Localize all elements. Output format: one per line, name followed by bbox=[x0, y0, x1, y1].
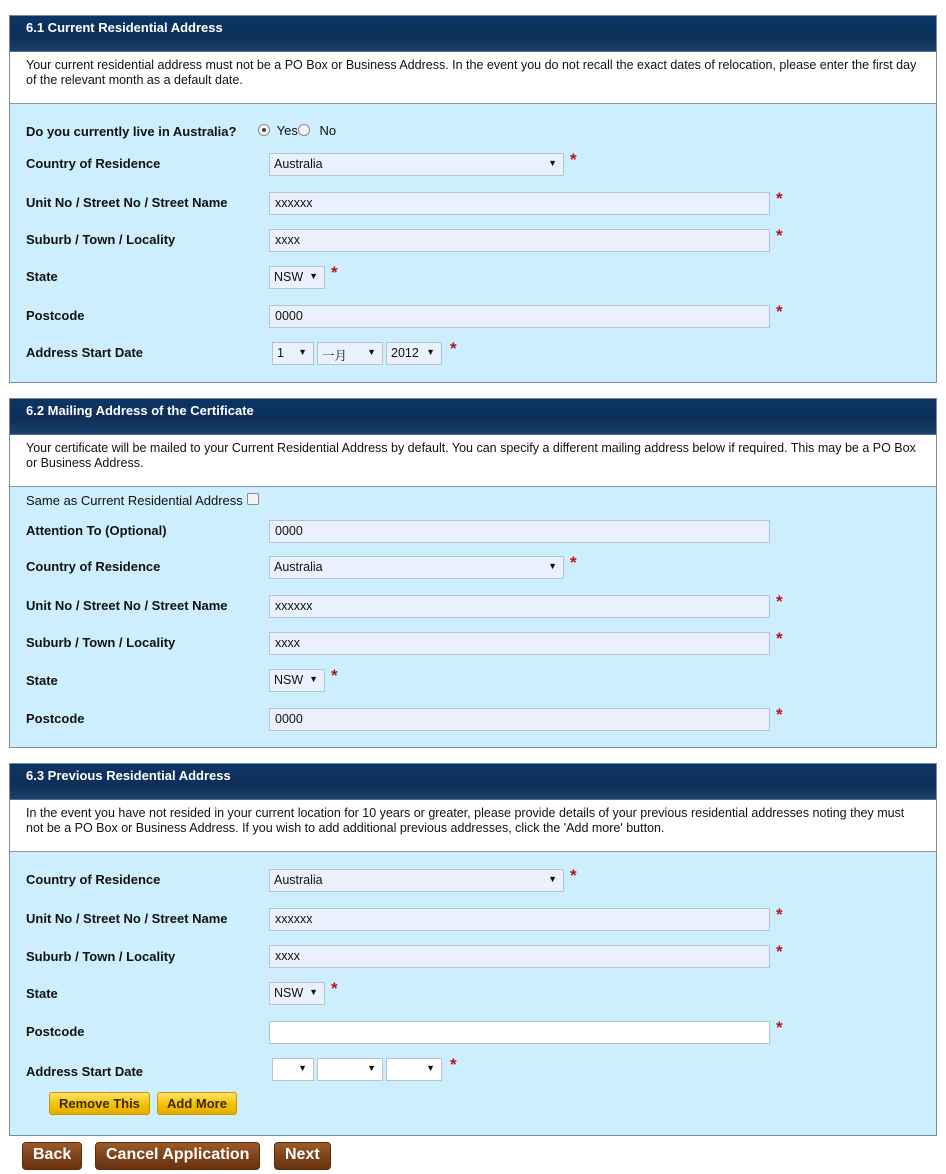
street-label: Unit No / Street No / Street Name bbox=[26, 195, 228, 210]
live-in-australia-label: Do you currently live in Australia? bbox=[26, 124, 237, 139]
same-as-current-checkbox[interactable] bbox=[247, 493, 259, 505]
required-marker: * bbox=[570, 150, 577, 169]
postcode-label: Postcode bbox=[26, 308, 85, 323]
state-select[interactable]: NSW ▼ bbox=[269, 266, 325, 289]
section-intro: Your current residential address must not be a PO Box or Business Address. In the event you do not recall the exact dates of relocation, please enter the first day of the relevant month as a default date. bbox=[10, 52, 936, 104]
postcode-input[interactable] bbox=[269, 1021, 770, 1044]
suburb-label: Suburb / Town / Locality bbox=[26, 949, 176, 964]
section-title: 6.1 Current Residential Address bbox=[10, 16, 936, 52]
suburb-input[interactable]: xxxx bbox=[269, 229, 770, 252]
country-label: Country of Residence bbox=[26, 559, 161, 574]
section-intro: In the event you have not resided in your current location for 10 years or greater, please provide details of your previous residential addresses noting they must not be a PO Box or Business Address. If you wish to add additional previous addresses, click the 'Add more' button. bbox=[10, 800, 936, 852]
chevron-down-icon: ▼ bbox=[367, 347, 376, 357]
section-title: 6.2 Mailing Address of the Certificate bbox=[10, 399, 936, 435]
chevron-down-icon: ▼ bbox=[298, 1063, 307, 1073]
required-marker: * bbox=[776, 629, 783, 648]
suburb-input[interactable]: xxxx bbox=[269, 945, 770, 968]
required-marker: * bbox=[776, 942, 783, 961]
required-marker: * bbox=[776, 189, 783, 208]
chevron-down-icon: ▼ bbox=[426, 1063, 435, 1073]
chevron-down-icon: ▼ bbox=[309, 271, 318, 281]
remove-this-button[interactable]: Remove This bbox=[49, 1092, 150, 1115]
radio-no-label: No bbox=[319, 123, 337, 138]
attention-input[interactable]: 0000 bbox=[269, 520, 770, 543]
chevron-down-icon: ▼ bbox=[548, 158, 557, 168]
live-in-australia-row bbox=[26, 120, 936, 144]
radio-yes[interactable] bbox=[258, 124, 270, 136]
state-select[interactable]: NSW ▼ bbox=[269, 982, 325, 1005]
postcode-label: Postcode bbox=[26, 1024, 85, 1039]
chevron-down-icon: ▼ bbox=[426, 347, 435, 357]
next-button[interactable]: Next bbox=[274, 1142, 331, 1170]
section-title: 6.3 Previous Residential Address bbox=[10, 764, 936, 800]
attention-label: Attention To (Optional) bbox=[26, 523, 167, 538]
required-marker: * bbox=[331, 263, 338, 282]
chevron-down-icon: ▼ bbox=[298, 347, 307, 357]
suburb-input[interactable]: xxxx bbox=[269, 632, 770, 655]
street-input[interactable]: xxxxxx bbox=[269, 908, 770, 931]
country-select[interactable]: Australia ▼ bbox=[269, 869, 564, 892]
add-more-button[interactable]: Add More bbox=[157, 1092, 237, 1115]
street-label: Unit No / Street No / Street Name bbox=[26, 911, 228, 926]
required-marker: * bbox=[776, 905, 783, 924]
year-select[interactable] bbox=[386, 1058, 442, 1081]
required-marker: * bbox=[776, 705, 783, 724]
required-marker: * bbox=[450, 339, 457, 358]
cancel-application-button[interactable]: Cancel Application bbox=[95, 1142, 260, 1170]
street-input[interactable]: xxxxxx bbox=[269, 595, 770, 618]
street-input[interactable]: xxxxxx bbox=[269, 192, 770, 215]
required-marker: * bbox=[776, 226, 783, 245]
radio-no[interactable] bbox=[298, 124, 310, 136]
section-intro: Your certificate will be mailed to your Current Residential Address by default. You can specify a different mailing address below if required. This may be a PO Box or Business Address. bbox=[10, 435, 936, 487]
chevron-down-icon: ▼ bbox=[548, 561, 557, 571]
country-label: Country of Residence bbox=[26, 156, 161, 171]
required-marker: * bbox=[570, 553, 577, 572]
required-marker: * bbox=[331, 666, 338, 685]
section-previous-residential-address bbox=[9, 763, 937, 1136]
year-select[interactable]: 2012 ▼ bbox=[386, 342, 442, 365]
required-marker: * bbox=[570, 866, 577, 885]
country-select[interactable]: Australia ▼ bbox=[269, 153, 564, 176]
radio-yes-label: Yes bbox=[276, 123, 298, 138]
chevron-down-icon: ▼ bbox=[309, 674, 318, 684]
street-label: Unit No / Street No / Street Name bbox=[26, 598, 228, 613]
section-current-residential-address bbox=[9, 15, 937, 383]
suburb-label: Suburb / Town / Locality bbox=[26, 635, 176, 650]
month-select[interactable]: 一月 ▼ bbox=[317, 342, 383, 365]
month-select[interactable] bbox=[317, 1058, 383, 1081]
required-marker: * bbox=[776, 302, 783, 321]
required-marker: * bbox=[776, 1018, 783, 1037]
chevron-down-icon: ▼ bbox=[367, 1063, 376, 1073]
country-select[interactable]: Australia ▼ bbox=[269, 556, 564, 579]
state-select[interactable]: NSW ▼ bbox=[269, 669, 325, 692]
state-label: State bbox=[26, 673, 58, 688]
postcode-input[interactable]: 0000 bbox=[269, 305, 770, 328]
start-date-label: Address Start Date bbox=[26, 1064, 144, 1079]
same-as-current-label: Same as Current Residential Address bbox=[26, 493, 243, 508]
day-select[interactable] bbox=[272, 1058, 314, 1081]
chevron-down-icon: ▼ bbox=[548, 874, 557, 884]
country-label: Country of Residence bbox=[26, 872, 161, 887]
day-select[interactable]: 1 ▼ bbox=[272, 342, 314, 365]
required-marker: * bbox=[331, 979, 338, 998]
state-label: State bbox=[26, 269, 58, 284]
start-date-label: Address Start Date bbox=[26, 345, 144, 360]
postcode-label: Postcode bbox=[26, 711, 85, 726]
required-marker: * bbox=[450, 1055, 457, 1074]
back-button[interactable]: Back bbox=[22, 1142, 82, 1170]
required-marker: * bbox=[776, 592, 783, 611]
chevron-down-icon: ▼ bbox=[309, 987, 318, 997]
section-mailing-address bbox=[9, 398, 937, 748]
postcode-input[interactable]: 0000 bbox=[269, 708, 770, 731]
state-label: State bbox=[26, 986, 58, 1001]
suburb-label: Suburb / Town / Locality bbox=[26, 232, 176, 247]
